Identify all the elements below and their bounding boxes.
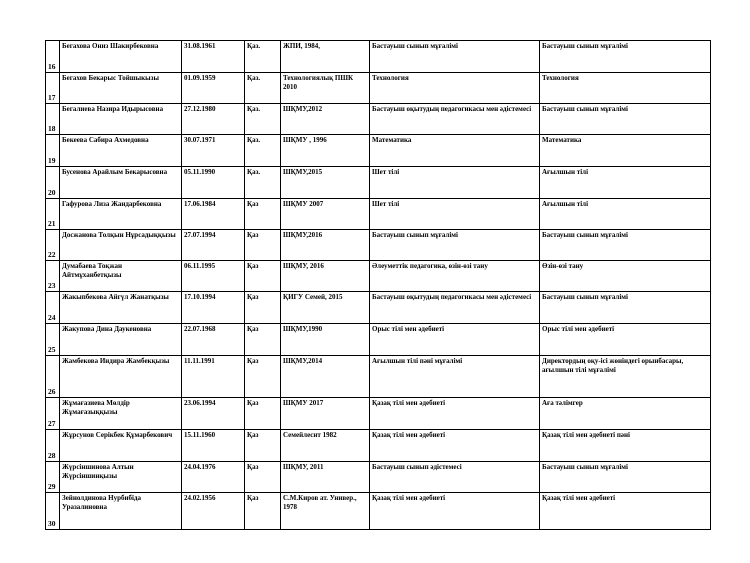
education-cell: С.М.Киров ат. Универ., 1978 [281, 493, 370, 530]
birth-date-cell: 17.06.1984 [182, 199, 245, 230]
table-row [46, 135, 711, 167]
specialty-cell: Әлеуметтік педагогика, өзін-өзі тану [370, 261, 540, 292]
row-number: 20 [46, 167, 60, 199]
nationality-cell: Қаз [245, 356, 281, 398]
birth-date-cell: 01.09.1959 [182, 73, 245, 104]
full-name-cell: Бегалиева Назира Идырысовна [60, 104, 182, 135]
education-cell: ШҚМУ, 2011 [281, 462, 370, 493]
nationality-cell: Қаз. [245, 104, 281, 135]
position-cell: Бастауыш сынып мұғалімі [540, 230, 711, 261]
table-row [46, 73, 711, 104]
specialty-cell: Қазақ тілі мен әдебиеті [370, 493, 540, 530]
row-number: 26 [46, 356, 60, 398]
birth-date-cell: 23.06.1994 [182, 398, 245, 430]
specialty-cell: Бастауыш оқытудың педагогикасы мен әдістемесі [370, 292, 540, 324]
education-cell: ҚИГУ Семей, 2015 [281, 292, 370, 324]
specialty-cell: Технология [370, 73, 540, 104]
education-cell: ШҚМУ,2016 [281, 230, 370, 261]
birth-date-cell: 31.08.1961 [182, 41, 245, 73]
position-cell: Ағылшын тілі [540, 167, 711, 199]
position-cell: Ағылшын тілі [540, 199, 711, 230]
education-cell: ШҚМУ 2007 [281, 199, 370, 230]
table-row [46, 104, 711, 135]
table-row [46, 398, 711, 430]
position-cell: Бастауыш сынып мұғалімі [540, 104, 711, 135]
row-number: 17 [46, 73, 60, 104]
birth-date-cell: 11.11.1991 [182, 356, 245, 398]
row-number: 16 [46, 41, 60, 73]
nationality-cell: Қаз [245, 493, 281, 530]
row-number: 19 [46, 135, 60, 167]
birth-date-cell: 15.11.1960 [182, 430, 245, 462]
table-row [46, 199, 711, 230]
table-row [46, 493, 711, 530]
specialty-cell: Шет тілі [370, 199, 540, 230]
birth-date-cell: 24.02.1956 [182, 493, 245, 530]
row-number: 30 [46, 493, 60, 530]
full-name-cell: Жакупова Дина Даукеновна [60, 324, 182, 356]
education-cell: ЖПИ, 1984, [281, 41, 370, 73]
birth-date-cell: 30.07.1971 [182, 135, 245, 167]
position-cell: Математика [540, 135, 711, 167]
birth-date-cell: 24.04.1976 [182, 462, 245, 493]
specialty-cell: Математика [370, 135, 540, 167]
full-name-cell: Гафурова Лиза Жандарбековна [60, 199, 182, 230]
nationality-cell: Қаз [245, 398, 281, 430]
staff-table-body [46, 41, 711, 530]
nationality-cell: Қаз [245, 324, 281, 356]
row-number: 27 [46, 398, 60, 430]
position-cell: Бастауыш сынып мұғалімі [540, 41, 711, 73]
specialty-cell: Қазақ тілі мен әдебиеті [370, 430, 540, 462]
row-number: 22 [46, 230, 60, 261]
specialty-cell: Бастауыш сынып мұғалімі [370, 230, 540, 261]
full-name-cell: Жұрсунов Серікбек Құмарбекович [60, 430, 182, 462]
table-row [46, 356, 711, 398]
full-name-cell: Бегахова Ониз Шакирбековна [60, 41, 182, 73]
specialty-cell: Қазақ тілі мен әдебиеті [370, 398, 540, 430]
education-cell: ШҚМУ 2017 [281, 398, 370, 430]
table-row [46, 430, 711, 462]
position-cell: Бастауыш сынып мұғалімі [540, 462, 711, 493]
full-name-cell: Зейнолдинова Нурбибіда Уразалиновна [60, 493, 182, 530]
position-cell: Бастауыш сынып мұғалімі [540, 292, 711, 324]
full-name-cell: Жүрсіншинова Алтын Жүрсіншинқызы [60, 462, 182, 493]
position-cell: Қазақ тілі мен әдебиеті [540, 493, 711, 530]
table-row [46, 41, 711, 73]
position-cell: Директордың оқу-ісі жөніндегі орынбасары, ағылшын тілі мұғалімі [540, 356, 711, 398]
position-cell: Қазақ тілі мен әдебиеті пәні [540, 430, 711, 462]
nationality-cell: Қаз. [245, 135, 281, 167]
birth-date-cell: 05.11.1990 [182, 167, 245, 199]
table-row [46, 462, 711, 493]
nationality-cell: Қаз. [245, 167, 281, 199]
birth-date-cell: 27.07.1994 [182, 230, 245, 261]
specialty-cell: Ағылшын тілі пәні мұғалімі [370, 356, 540, 398]
education-cell: ШҚМУ,2014 [281, 356, 370, 398]
table-row [46, 292, 711, 324]
specialty-cell: Бастауыш сынып әдістемесі [370, 462, 540, 493]
full-name-cell: Жұмағазиева Мөлдір Жұмағазыққызы [60, 398, 182, 430]
position-cell: Орыс тілі мен әдебиеті [540, 324, 711, 356]
education-cell: Технологиялық ПШК 2010 [281, 73, 370, 104]
nationality-cell: Қаз [245, 430, 281, 462]
full-name-cell: Бекеева Сабира Ахмедовна [60, 135, 182, 167]
full-name-cell: Досжанова Толқын Нұрсадыққызы [60, 230, 182, 261]
table-row [46, 167, 711, 199]
staff-table [45, 40, 711, 530]
nationality-cell: Қаз. [245, 73, 281, 104]
birth-date-cell: 22.07.1968 [182, 324, 245, 356]
birth-date-cell: 06.11.1995 [182, 261, 245, 292]
nationality-cell: Қаз. [245, 41, 281, 73]
row-number: 29 [46, 462, 60, 493]
row-number: 18 [46, 104, 60, 135]
education-cell: ШҚМУ,2012 [281, 104, 370, 135]
nationality-cell: Қаз [245, 292, 281, 324]
row-number: 25 [46, 324, 60, 356]
table-row [46, 324, 711, 356]
nationality-cell: Қаз [245, 462, 281, 493]
education-cell: ШҚМУ, 2016 [281, 261, 370, 292]
row-number: 23 [46, 261, 60, 292]
birth-date-cell: 27.12.1980 [182, 104, 245, 135]
full-name-cell: Бегахов Бекарыс Тойшыкызы [60, 73, 182, 104]
birth-date-cell: 17.10.1994 [182, 292, 245, 324]
table-row [46, 230, 711, 261]
education-cell: ШҚМУ,2015 [281, 167, 370, 199]
position-cell: Аға тәлімгер [540, 398, 711, 430]
table-row [46, 261, 711, 292]
specialty-cell: Шет тілі [370, 167, 540, 199]
education-cell: ШҚМУ,1990 [281, 324, 370, 356]
education-cell: Семейлеснт 1982 [281, 430, 370, 462]
specialty-cell: Орыс тілі мен әдебиеті [370, 324, 540, 356]
position-cell: Өзін-өзі тану [540, 261, 711, 292]
specialty-cell: Бастауыш сынып мұғалімі [370, 41, 540, 73]
education-cell: ШҚМУ , 1996 [281, 135, 370, 167]
full-name-cell: Жамбекова Индира Жамбекқызы [60, 356, 182, 398]
full-name-cell: Думабаева Тоқжан Айтмұханбетқызы [60, 261, 182, 292]
nationality-cell: Қаз [245, 230, 281, 261]
nationality-cell: Қаз [245, 199, 281, 230]
full-name-cell: Жакыпбекова Айгүл Жанатқызы [60, 292, 182, 324]
row-number: 28 [46, 430, 60, 462]
position-cell: Технология [540, 73, 711, 104]
specialty-cell: Бастауыш оқытудың педагогикасы мен әдістемесі [370, 104, 540, 135]
row-number: 21 [46, 199, 60, 230]
nationality-cell: Қаз [245, 261, 281, 292]
full-name-cell: Бусенова Арайлым Бекарысовна [60, 167, 182, 199]
row-number: 24 [46, 292, 60, 324]
